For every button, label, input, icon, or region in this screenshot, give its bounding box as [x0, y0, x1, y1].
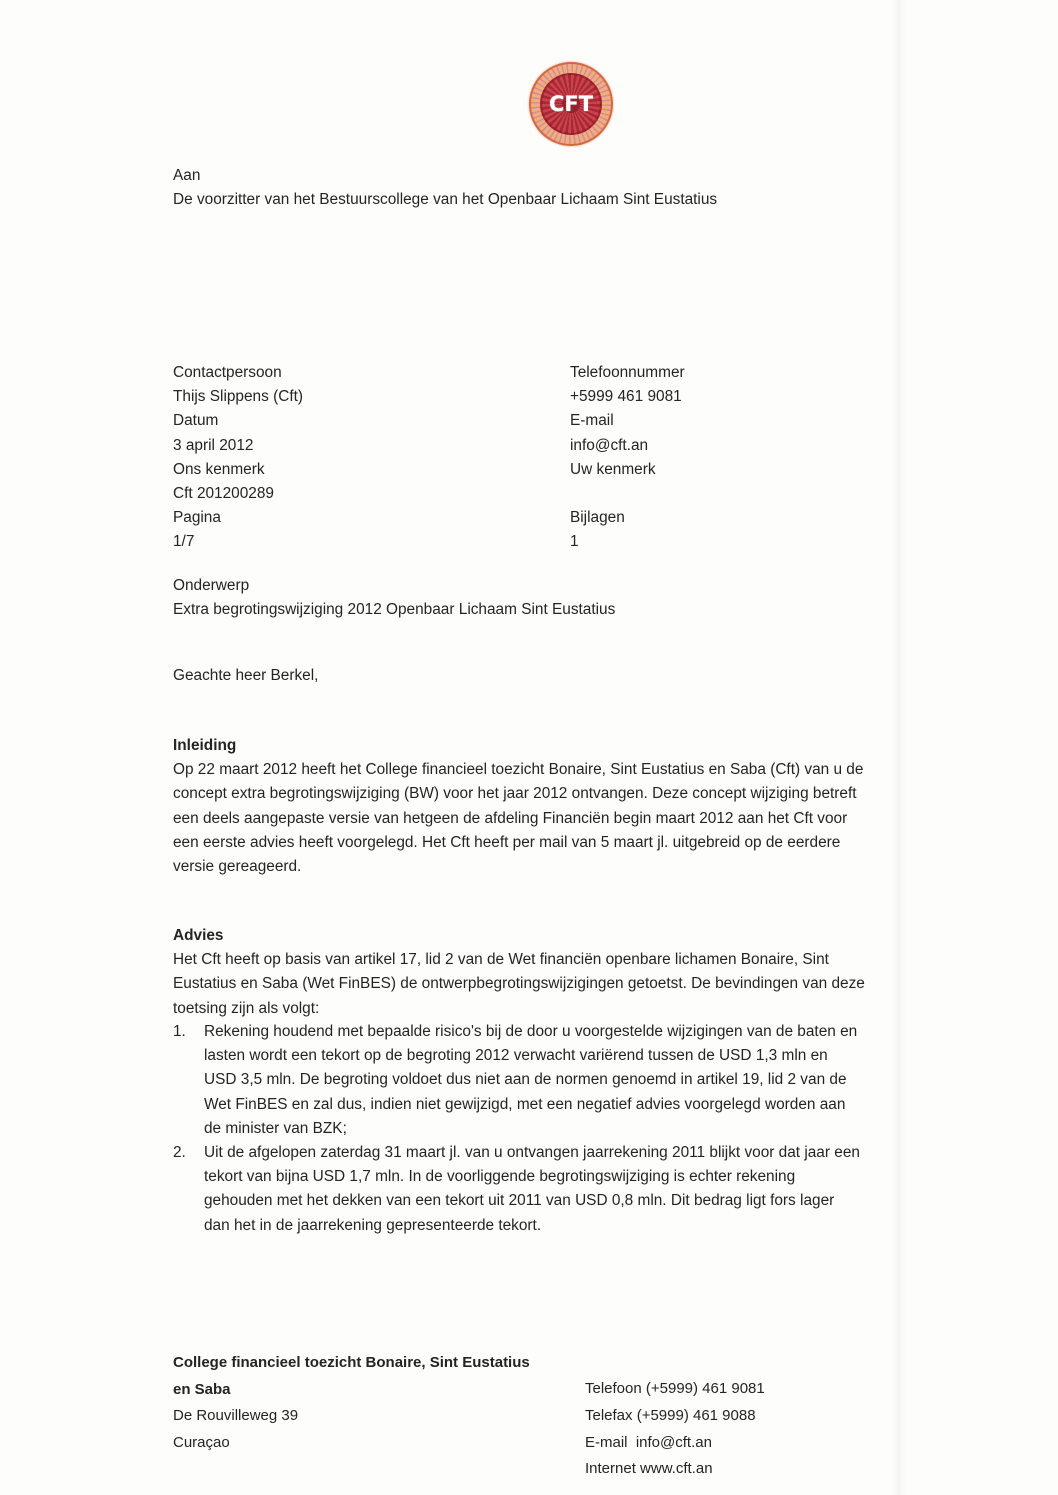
subject-label: Onderwerp: [173, 577, 250, 594]
finding-item-1: [173, 1020, 873, 1141]
meta-label-bijlagen: Bijlagen: [570, 509, 625, 527]
footer-internet: Internet www.cft.an: [585, 1460, 713, 1478]
meta-label-pagina: Pagina: [173, 509, 221, 527]
findings-list: [173, 1020, 873, 1238]
section-inleiding: [173, 734, 873, 879]
meta-value-ons-kenmerk: Cft 201200289: [173, 484, 274, 502]
advies-body: Het Cft heeft op basis van artikel 17, lid 2 van de Wet financiën openbare lichamen Bonaire, Sint Eustatius en Saba (Wet FinBES) de ontwerpbegrotingswijzigingen getoetst. De bevindingen van deze toetsing zijn als volgt:: [173, 951, 865, 1017]
finding-number: 1.: [173, 1023, 186, 1040]
cft-logo-seal: [529, 62, 613, 146]
advies-heading: Advies: [173, 927, 224, 944]
finding-item-2: [173, 1141, 873, 1238]
meta-value-pagina: 1/7: [173, 533, 195, 551]
finding-text: Uit de afgelopen zaterdag 31 maart jl. van u ontvangen jaarrekening 2011 blijkt voor dat jaar een tekort van bijna USD 1,7 mln. In de voorliggende begrotingswijziging is echter rekening gehouden met het dekken van een tekort uit 2011 van USD 0,8 mln. Dit bedrag ligt fors lager dan het in de jaarrekening gepresenteerde tekort.: [204, 1144, 860, 1234]
meta-label-datum: Datum: [173, 412, 219, 430]
meta-value-telefoonnummer: +5999 461 9081: [570, 388, 682, 406]
meta-value-uw-kenmerk: [570, 485, 900, 509]
subject-block: [173, 574, 893, 622]
finding-text: Rekening houdend met bepaalde risico's bij de door u voorgestelde wijzigingen van de baten en lasten wordt een tekort op de begroting 2012 verwacht variërend tussen de USD 1,3 mln en USD 3,5 mln. De begroting voldoet dus niet aan de normen genoemd in artikel 19, lid 2 van de Wet FinBES en zal dus, indien niet gewijzigd, met een negatief advies voorgelegd worden aan de minister van BZK;: [204, 1023, 858, 1137]
meta-value-datum: 3 april 2012: [173, 436, 254, 454]
meta-value-contactpersoon: Thijs Slippens (Cft): [173, 388, 304, 406]
salutation: Geachte heer Berkel,: [173, 667, 319, 684]
footer-address-street: De Rouvilleweg 39: [173, 1407, 299, 1425]
logo-rays-icon: [540, 73, 602, 135]
recipient-block: [173, 164, 893, 212]
footer-organization-block: [173, 1350, 633, 1456]
meta-value-bijlagen: 1: [570, 533, 579, 551]
meta-label-email: E-mail: [570, 412, 614, 430]
meta-value-email: info@cft.an: [570, 436, 649, 454]
footer-address-city: Curaçao: [173, 1433, 230, 1451]
footer-contact-block: [585, 1376, 905, 1483]
meta-right-column: [570, 364, 900, 558]
inleiding-body: Op 22 maart 2012 heeft het College financieel toezicht Bonaire, Sint Eustatius en Saba (Cft) van u de concept extra begrotingswijziging (BW) voor het jaar 2012 ontvangen. Deze concept wijziging betreft een deels aangepaste versie van hetgeen de afdeling Financiën begin maart 2012 aan het Cft voor een eerste advies heeft voorgelegd. Het Cft heeft per mail van 5 maart jl. uitgebreid op de eerdere versie gereageerd.: [173, 761, 864, 876]
footer-telefax: Telefax (+5999) 461 9088: [585, 1406, 756, 1424]
logo-rim-ring: [529, 62, 613, 146]
subject-value: Extra begrotingswijziging 2012 Openbaar Lichaam Sint Eustatius: [173, 601, 616, 619]
footer-org-line2: en Saba: [173, 1380, 231, 1398]
meta-label-contactpersoon: Contactpersoon: [173, 364, 282, 381]
recipient-label: Aan: [173, 167, 201, 184]
recipient-line: De voorzitter van het Bestuurscollege van het Openbaar Lichaam Sint Eustatius: [173, 191, 718, 209]
meta-label-uw-kenmerk: Uw kenmerk: [570, 460, 656, 478]
logo-cft-text: CFT: [548, 91, 594, 116]
meta-label-telefoonnummer: Telefoonnummer: [570, 364, 685, 381]
footer-email: E-mail info@cft.an: [585, 1433, 712, 1451]
scan-edge-artifact: [892, 0, 906, 1495]
section-advies: [173, 924, 873, 1021]
footer-org-line1: College financieel toezicht Bonaire, Sint Eustatius: [173, 1354, 530, 1371]
finding-number: 2.: [173, 1144, 186, 1162]
footer-telefoon: Telefoon (+5999) 461 9081: [585, 1380, 765, 1397]
meta-label-ons-kenmerk: Ons kenmerk: [173, 460, 265, 478]
meta-left-column: [173, 364, 553, 558]
inleiding-heading: Inleiding: [173, 737, 237, 754]
